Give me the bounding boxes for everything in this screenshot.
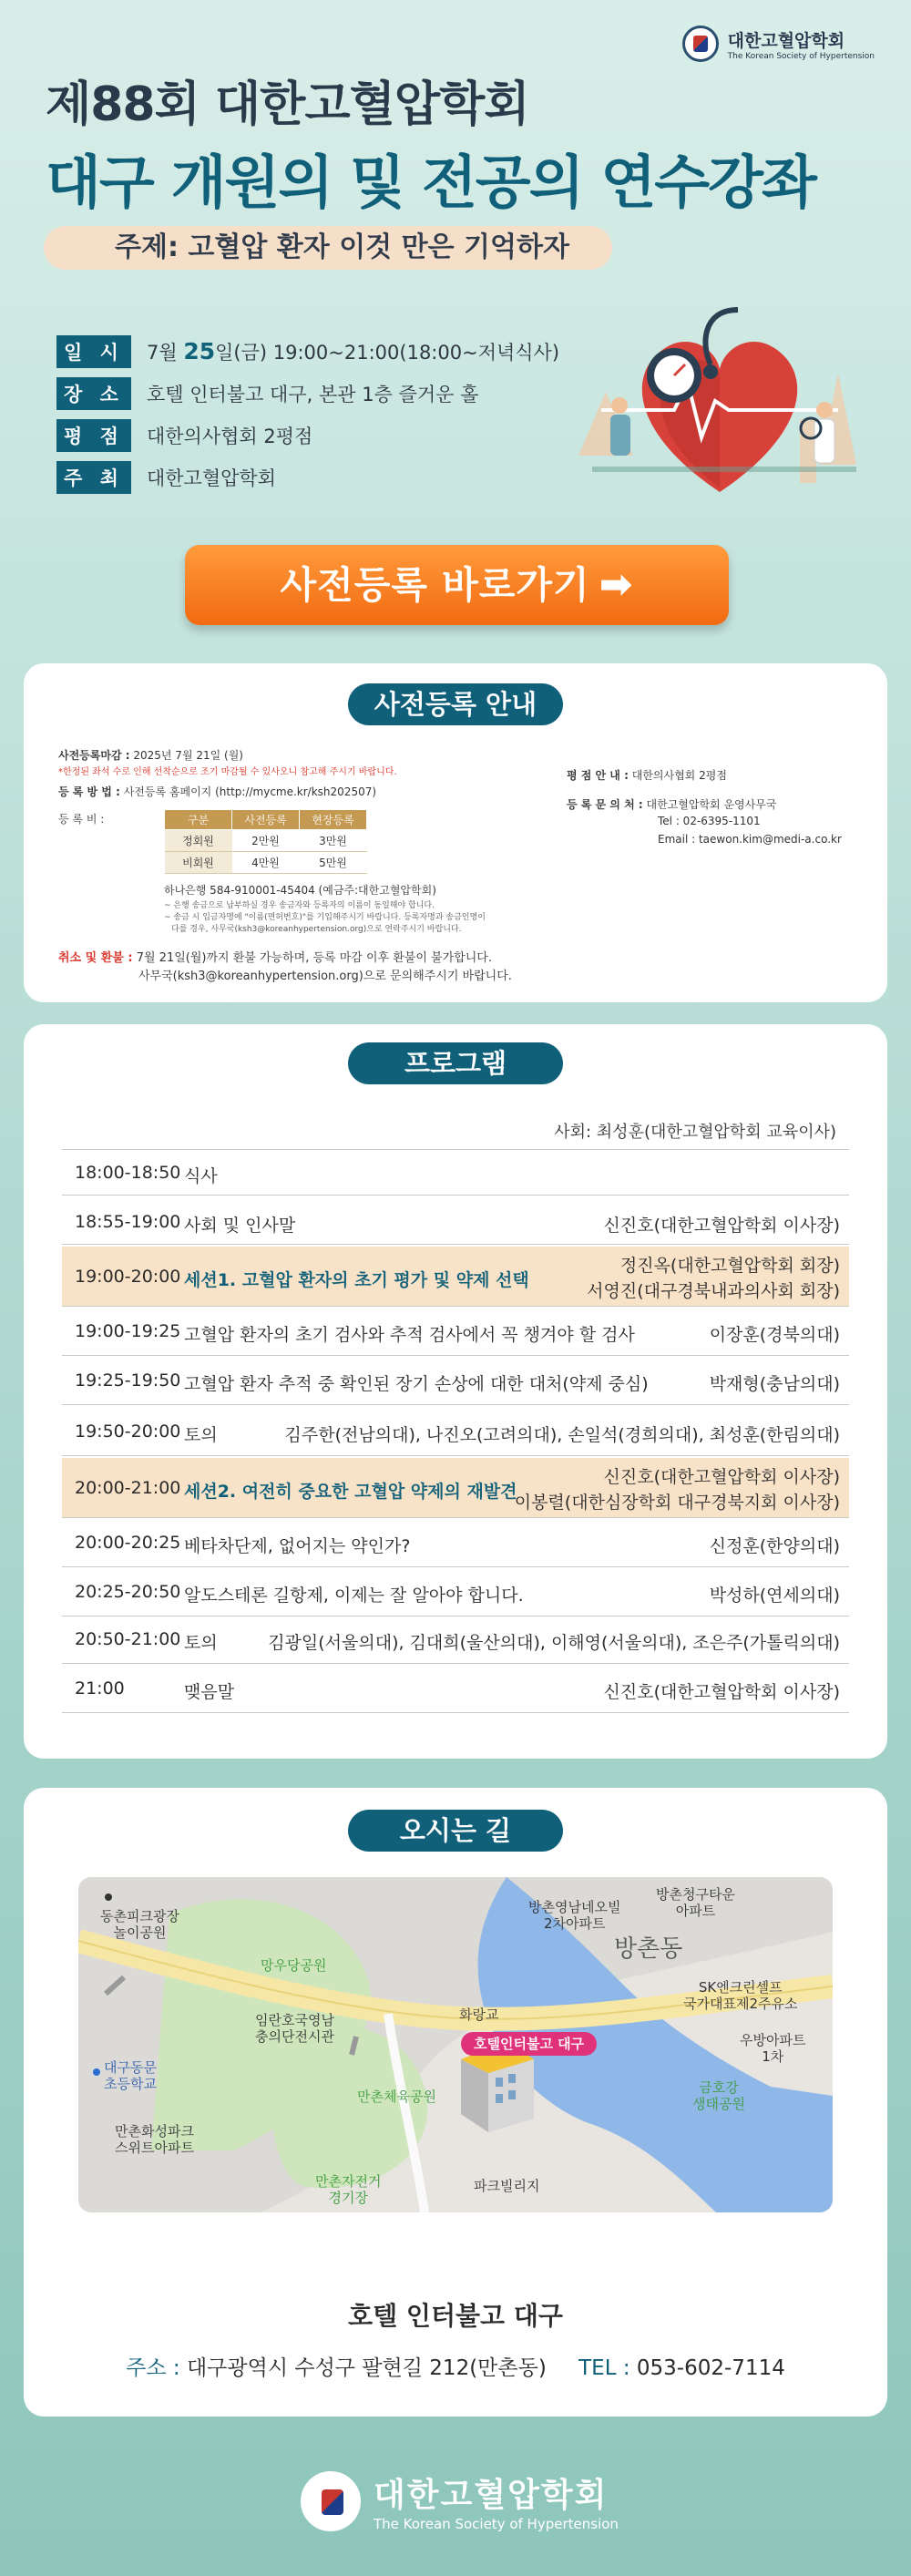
directions-title: 오시는 길 bbox=[348, 1810, 563, 1852]
fee-cell: 4만원 bbox=[232, 852, 300, 874]
arrow-right-icon: ➡ bbox=[599, 561, 634, 608]
program-time: 19:00-20:00 bbox=[75, 1267, 181, 1287]
pre-registration-button[interactable] bbox=[185, 545, 729, 625]
program-row bbox=[62, 1458, 849, 1518]
program-row bbox=[62, 1520, 849, 1567]
map-label: 방촌청구타운 아파트 bbox=[656, 1886, 735, 1919]
map-label: SK엔크린셀프 국가대표제2주유소 bbox=[683, 1979, 798, 2012]
contact-row bbox=[567, 796, 776, 812]
deadline-row bbox=[58, 747, 243, 763]
cancel-row bbox=[58, 948, 492, 965]
program-time: 19:50-20:00 bbox=[75, 1421, 181, 1442]
program-title: 알도스테론 길항제, 이제는 잘 알아야 합니다. bbox=[184, 1586, 524, 1606]
map-label: 화랑교 bbox=[459, 2006, 499, 2023]
program-title: 세션1. 고혈압 환자의 초기 평가 및 약제 선택 bbox=[184, 1270, 529, 1290]
deadline-value: 2025년 7월 21일 (월) bbox=[133, 749, 243, 762]
program-time: 20:00-20:25 bbox=[75, 1533, 181, 1553]
map-label: 만촌화성파크 스위트아파트 bbox=[115, 2123, 194, 2156]
fee-header: 현장등록 bbox=[300, 810, 367, 830]
program-row bbox=[62, 1358, 849, 1405]
credit-info-row bbox=[567, 767, 727, 783]
fee-label: 등 록 비 : bbox=[58, 813, 105, 826]
fee-cell: 2만원 bbox=[232, 830, 300, 852]
deadline-note: *한정된 좌석 수로 인해 선착순으로 조기 마감될 수 있사오니 참고해 주시기 바랍니다. bbox=[58, 767, 397, 777]
footer-logo-korean: 대한고혈압학회 bbox=[374, 2477, 609, 2514]
title-line-1: 제88회 대한고혈압학회 bbox=[46, 77, 529, 132]
registration-panel bbox=[24, 663, 887, 1002]
address-value: 대구광역시 수성구 팔현길 212(만촌동) bbox=[186, 2356, 547, 2380]
note-line: 다를 경우, 사무국(ksh3@koreanhypertension.org)으로 연락주시기 바랍니다. bbox=[171, 925, 462, 934]
fee-cell: 정회원 bbox=[165, 830, 232, 852]
program-time: 18:55-19:00 bbox=[75, 1212, 181, 1232]
program-speaker: 신진호(대한고혈압학회 이사장) bbox=[603, 1682, 840, 1702]
place-row bbox=[56, 377, 478, 410]
program-row bbox=[62, 1150, 849, 1196]
note-line: ~ 송금 시 입금자명에 "이름(면허번호)"를 기입해주시기 바랍니다. 등록자명과 송금인명이 bbox=[164, 913, 486, 922]
date-row bbox=[56, 335, 559, 368]
map-label: 만촌체육공원 bbox=[357, 2089, 436, 2105]
place-label: 장 소 bbox=[56, 377, 131, 410]
program-time: 18:00-18:50 bbox=[75, 1163, 181, 1183]
program-time: 20:50-21:00 bbox=[75, 1629, 181, 1649]
venue-name: 호텔 인터불고 대구 bbox=[348, 2301, 563, 2331]
method-row bbox=[58, 784, 376, 799]
place-value: 호텔 인터불고 대구, 본관 1층 즐거운 홀 bbox=[146, 384, 479, 405]
deadline-label: 사전등록마감 : bbox=[58, 749, 130, 762]
program-divider bbox=[62, 1149, 849, 1150]
date-month: 7월 bbox=[146, 342, 178, 364]
map-graphic bbox=[78, 1877, 833, 2212]
contact-tel: Tel : 02-6395-1101 bbox=[658, 815, 761, 827]
contact-label: 등 록 문 의 처 : bbox=[567, 798, 643, 811]
title-line-2: 대구 개원의 및 전공의 연수강좌 bbox=[46, 149, 815, 216]
program-row bbox=[62, 1309, 849, 1356]
contact-email: Email : taewon.kim@medi-a.co.kr bbox=[658, 833, 842, 846]
bank-account: 하나은행 584-910001-45404 (예금주:대한고혈압학회) bbox=[164, 884, 436, 897]
program-speaker: 박성하(연세의대) bbox=[709, 1586, 840, 1606]
map-label: 동촌피크광장 놀이공원 bbox=[100, 1908, 179, 1941]
fee-header: 구분 bbox=[165, 810, 232, 830]
cancel-line: 7월 21일(월)까지 환불 가능하며, 등록 마감 이후 환불이 불가합니다. bbox=[136, 951, 492, 965]
address-label: 주소 : bbox=[126, 2356, 180, 2380]
host-value: 대한고혈압학회 bbox=[146, 467, 276, 489]
program-time: 21:00 bbox=[75, 1678, 125, 1699]
program-speaker: 김광일(서울의대), 김대희(울산의대), 이해영(서울의대), 조은주(가톨릭의대) bbox=[268, 1633, 840, 1653]
heart-illustration bbox=[565, 273, 875, 510]
fee-table bbox=[164, 809, 367, 874]
hotel-map-pin[interactable]: 호텔인터불고 대구 bbox=[461, 2032, 597, 2056]
cancel-label: 취소 및 환불 : bbox=[58, 951, 133, 965]
society-emblem-icon bbox=[682, 26, 719, 62]
program-title: 프로그램 bbox=[348, 1042, 563, 1084]
program-time: 19:00-19:25 bbox=[75, 1321, 181, 1341]
program-row bbox=[62, 1247, 849, 1307]
cancel-contact: 사무국(ksh3@koreanhypertension.org)으로 문의해주시기 바랍니다. bbox=[138, 970, 512, 983]
school-marker-icon bbox=[93, 2068, 100, 2076]
method-label: 등 록 방 법 : bbox=[58, 785, 120, 798]
table-row bbox=[165, 830, 367, 852]
subject-banner: 주제: 고혈압 환자 이것 만은 기억하자 bbox=[44, 226, 612, 270]
program-speaker: 신진호(대한고혈압학회 이사장) bbox=[603, 1216, 840, 1236]
fee-cell: 3만원 bbox=[300, 830, 367, 852]
program-speaker: 박재형(충남의대) bbox=[709, 1374, 840, 1394]
footer-logo bbox=[301, 2469, 619, 2532]
logo-english: The Korean Society of Hypertension bbox=[727, 51, 875, 61]
footer-logo-english: The Korean Society of Hypertension bbox=[374, 2516, 619, 2532]
program-row bbox=[62, 1199, 849, 1245]
program-time: 20:25-20:50 bbox=[75, 1582, 181, 1602]
address-line bbox=[0, 2351, 911, 2381]
date-time: 일(금) 19:00~21:00(18:00~저녁식사) bbox=[215, 342, 560, 364]
society-emblem-icon bbox=[301, 2471, 361, 2531]
program-title: 고혈압 환자 추적 중 확인된 장기 손상에 대한 대처(약제 중심) bbox=[184, 1374, 649, 1394]
program-title: 토의 bbox=[184, 1425, 218, 1445]
program-speaker: 신진호(대한고혈압학회 이사장) bbox=[603, 1467, 840, 1487]
program-title: 베타차단제, 없어지는 약인가? bbox=[184, 1536, 411, 1556]
map-label: 금호강 생태공원 bbox=[692, 2079, 745, 2112]
logo-korean: 대한고혈압학회 bbox=[727, 30, 845, 51]
host-label: 주 최 bbox=[56, 461, 131, 494]
program-row bbox=[62, 1409, 849, 1456]
program-row bbox=[62, 1569, 849, 1616]
map-marker-icon bbox=[105, 1894, 112, 1901]
map-label: 임란호국영남 충의단전시관 bbox=[255, 2012, 334, 2045]
credit-value: 대한의사협회 2평점 bbox=[146, 426, 313, 447]
host-row bbox=[56, 461, 276, 494]
table-row bbox=[165, 852, 367, 874]
moderator: 사회: 최성훈(대한고혈압학회 교육이사) bbox=[554, 1123, 836, 1142]
society-logo bbox=[682, 26, 875, 62]
map-label: 우방아파트 1차 bbox=[740, 2032, 806, 2065]
program-speaker: 이봉렬(대한심장학회 대구경북지회 이사장) bbox=[514, 1493, 840, 1513]
program-time: 19:25-19:50 bbox=[75, 1370, 181, 1391]
program-row bbox=[62, 1666, 849, 1713]
map-label: 대구동문 초등학교 bbox=[104, 2059, 157, 2092]
method-value: 사전등록 홈페이지 (http://mycme.kr/ksh202507) bbox=[123, 785, 377, 798]
tel-label: TEL : bbox=[578, 2356, 630, 2380]
program-title: 토의 bbox=[184, 1633, 218, 1653]
program-row bbox=[62, 1616, 849, 1664]
registration-title: 사전등록 안내 bbox=[348, 683, 563, 725]
program-speaker: 서영진(대구경북내과의사회 회장) bbox=[587, 1281, 840, 1301]
map-label: 방촌영남네오빌 2차아파트 bbox=[528, 1899, 621, 1932]
credit-info-label: 평 점 안 내 : bbox=[567, 769, 629, 782]
fee-cell: 비회원 bbox=[165, 852, 232, 874]
fee-header: 사전등록 bbox=[232, 810, 300, 830]
program-speaker: 이장훈(경북의대) bbox=[709, 1325, 840, 1345]
program-speaker: 신정훈(한양의대) bbox=[709, 1536, 840, 1556]
program-speaker: 정진옥(대한고혈압학회 회장) bbox=[619, 1256, 840, 1276]
program-speaker: 김주한(전남의대), 나진오(고려의대), 손일석(경희의대), 최성훈(한림의대) bbox=[284, 1425, 840, 1445]
program-title: 식사 bbox=[184, 1166, 218, 1186]
map-label: 망우당공원 bbox=[261, 1957, 327, 1974]
note-line: ~ 은행 송금으로 납부하실 경우 송금자와 등록자의 이름이 동일해야 합니다. bbox=[164, 901, 435, 910]
fee-cell: 5만원 bbox=[300, 852, 367, 874]
program-title: 고혈압 환자의 초기 검사와 추적 검사에서 꼭 챙겨야 할 검사 bbox=[184, 1325, 635, 1345]
map-label: 파크빌리지 bbox=[474, 2178, 540, 2194]
program-title: 세션2. 여전히 중요한 고혈압 약제의 재발견 bbox=[184, 1482, 517, 1502]
map-label: 방촌동 bbox=[614, 1935, 683, 1963]
program-title: 맺음말 bbox=[184, 1682, 235, 1702]
credit-label: 평 점 bbox=[56, 419, 131, 452]
location-map[interactable] bbox=[78, 1877, 833, 2212]
map-label: 만촌자전거 경기장 bbox=[315, 2173, 382, 2206]
date-day: 25 bbox=[183, 338, 216, 364]
cta-label: 사전등록 바로가기 bbox=[280, 563, 590, 607]
date-label: 일 시 bbox=[56, 335, 131, 368]
credit-info-value: 대한의사협회 2평점 bbox=[631, 769, 727, 782]
contact-name: 대한고혈압학회 운영사무국 bbox=[646, 798, 777, 811]
program-title: 사회 및 인사말 bbox=[184, 1216, 296, 1236]
program-time: 20:00-21:00 bbox=[75, 1478, 181, 1498]
tel-value: 053-602-7114 bbox=[636, 2356, 785, 2380]
credit-row bbox=[56, 419, 312, 452]
payment-notes bbox=[164, 900, 486, 936]
